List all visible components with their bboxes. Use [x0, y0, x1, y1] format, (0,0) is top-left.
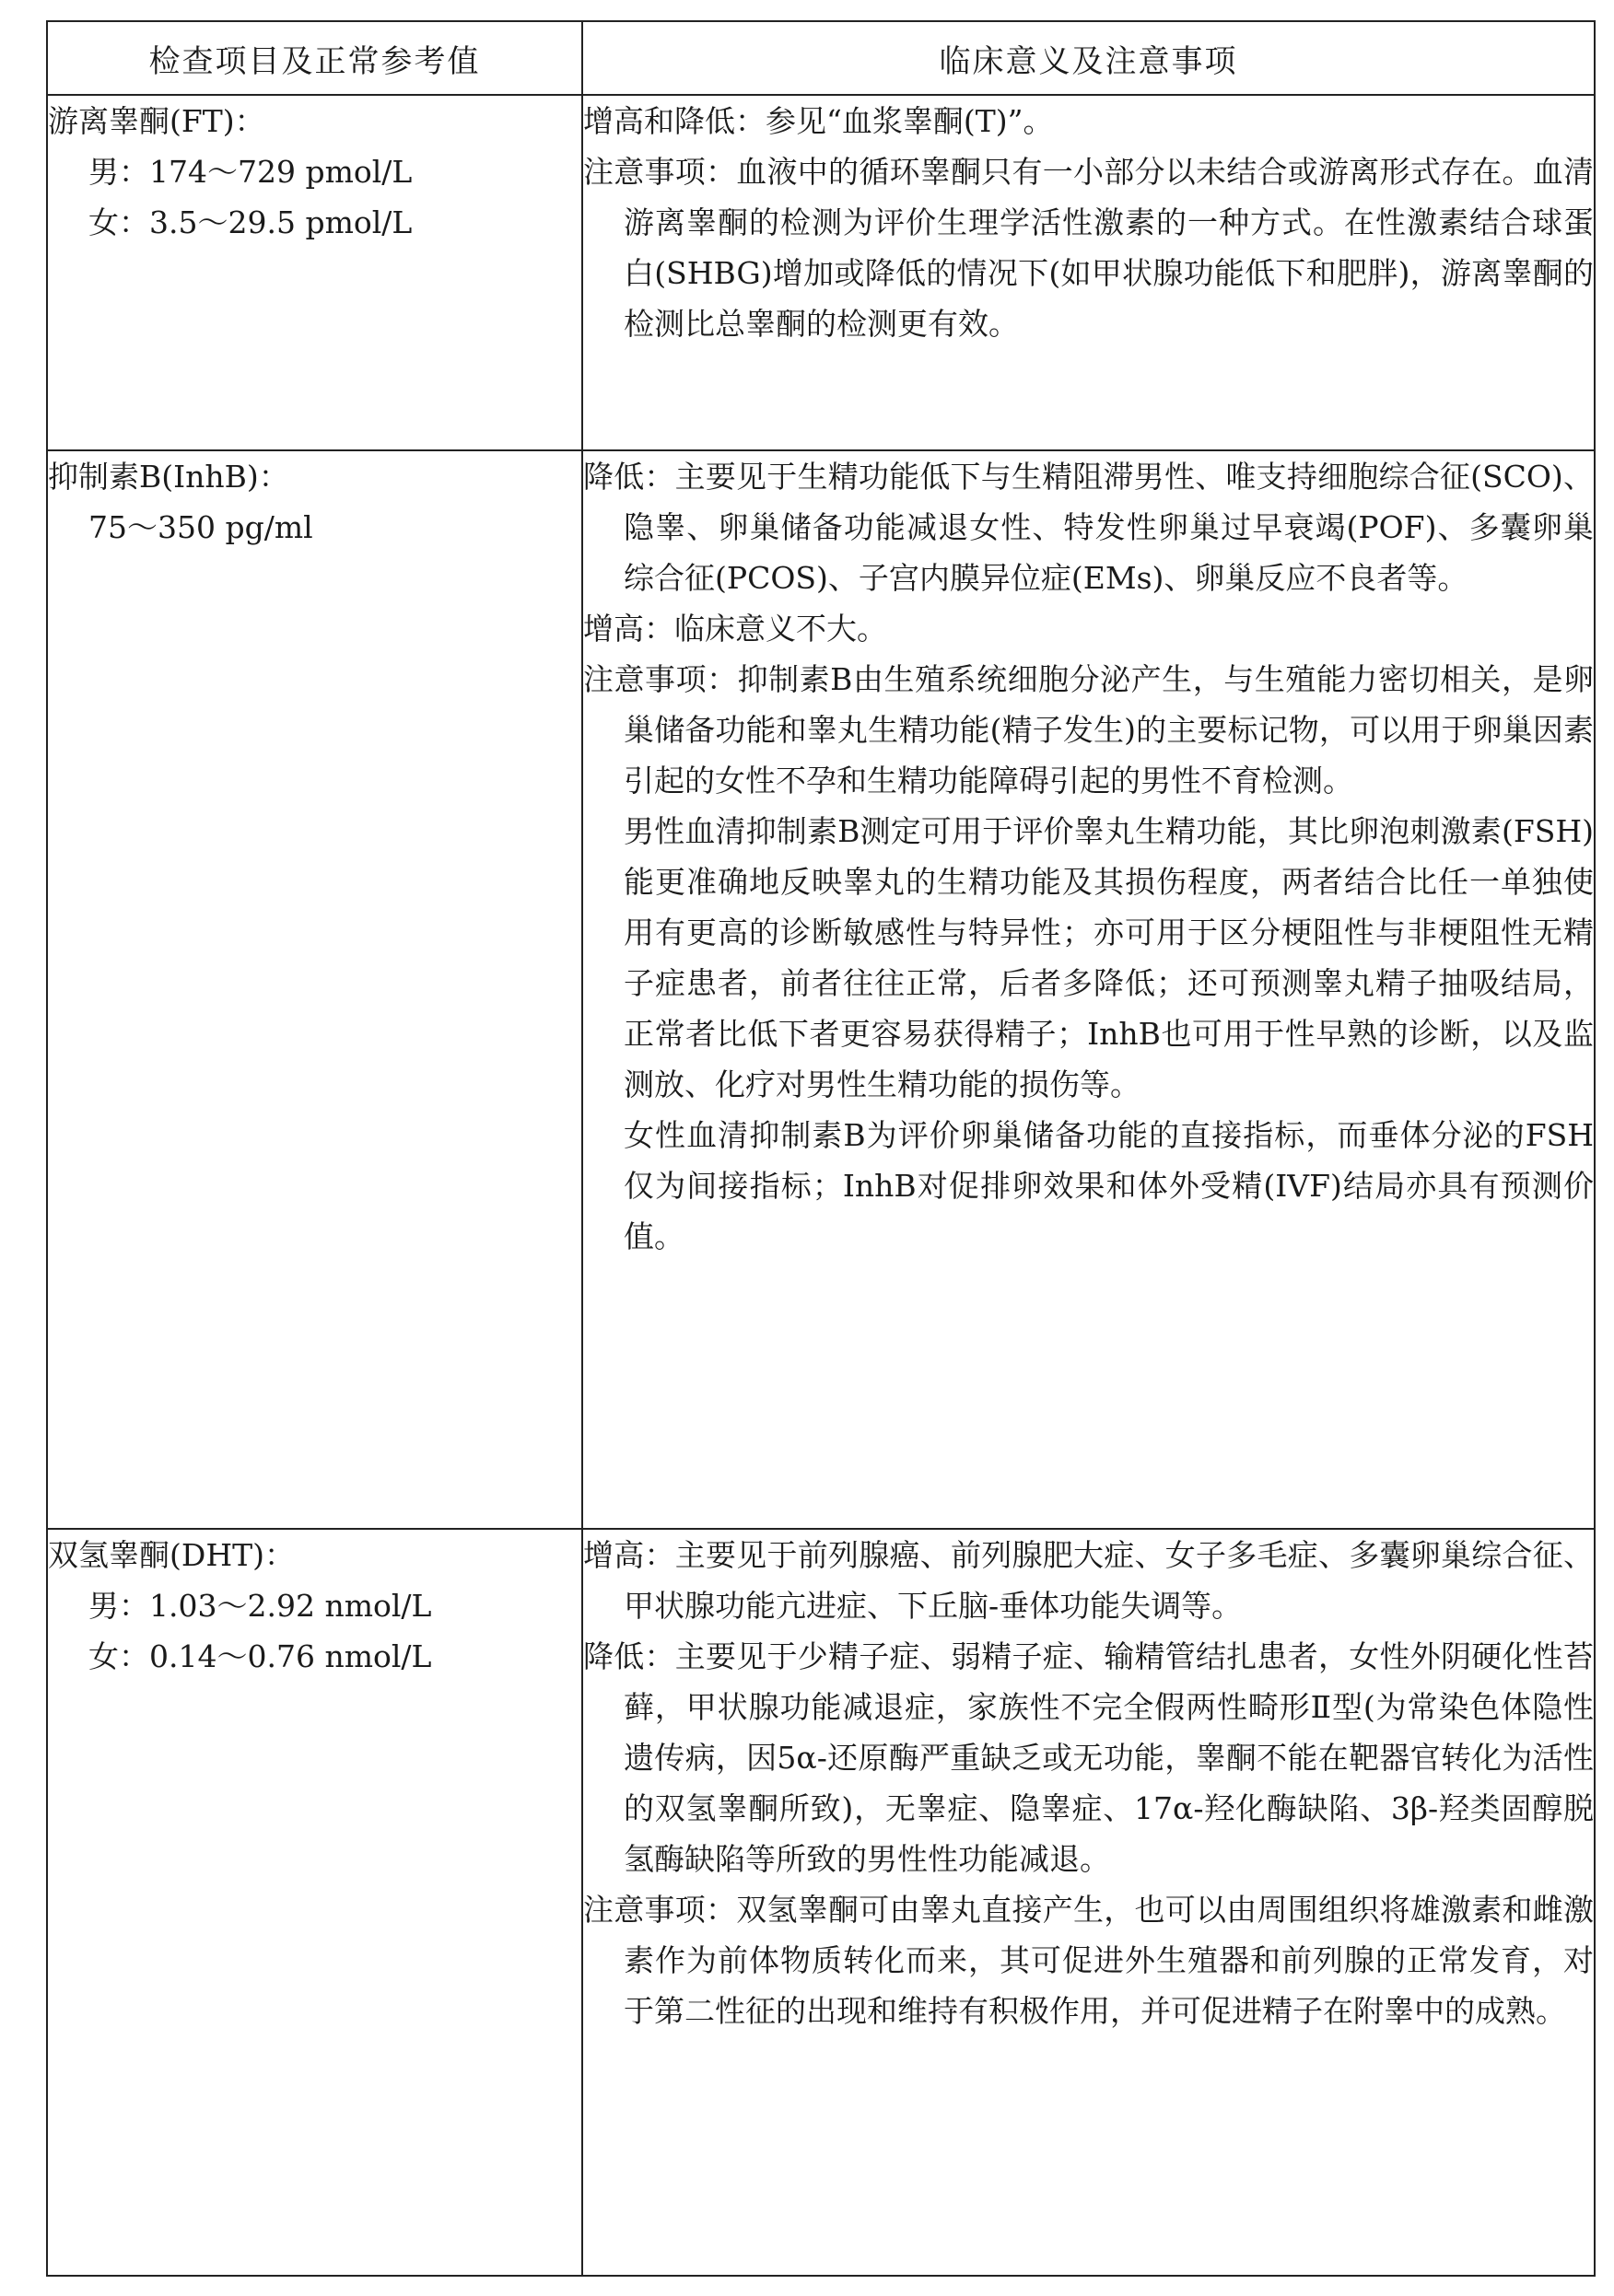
table-header-row — [47, 21, 1595, 95]
table-row-inhb — [47, 450, 1595, 1529]
reference-value: 男：1.03～2.92 nmol/L — [88, 1588, 432, 1624]
document-page — [46, 20, 1594, 2277]
clinical-paragraph: 男性血清抑制素B测定可用于评价睾丸生精功能，其比卵泡刺激素(FSH)能更准确地反映睾丸的生精功能及其损伤程度，两者结合比任一单独使用有更高的诊断敏感性与特异性；亦可用于区分梗阻性与非梗阻性无精子症患者，前者往往正常，后者多降低；还可预测睾丸精子抽吸结局，正常者比低下者更容易获得精子；InhB也可用于性早熟的诊断，以及监测放、化疗对男性生精功能的损伤等。 — [624, 813, 1594, 1102]
clinical-paragraph: 降低：主要见于少精子症、弱精子症、输精管结扎患者，女性外阴硬化性苔藓，甲状腺功能减退症，家族性不完全假两性畸形Ⅱ型(为常染色体隐性遗传病，因5α-还原酶严重缺乏或无功能，睾酮不能在靶器官转化为活性的双氢睾酮所致)，无睾症、隐睾症、17α-羟化酶缺陷、3β-羟类固醇脱氢酶缺陷等所致的男性性功能减退。 — [583, 1638, 1594, 1877]
test-item-cell — [47, 1529, 582, 2276]
reference-value: 男：174～729 pmol/L — [88, 154, 413, 190]
table-row-ft — [47, 95, 1595, 450]
reference-value: 75～350 pg/ml — [88, 509, 313, 545]
table-row-dht — [47, 1529, 1595, 2276]
clinical-paragraph: 注意事项：双氢睾酮可由睾丸直接产生，也可以由周围组织将雄激素和雌激素作为前体物质转化而来，其可促进外生殖器和前列腺的正常发育，对于第二性征的出现和维持有积极作用，并可促进精子在附睾中的成熟。 — [583, 1892, 1594, 2029]
clinical-paragraph: 增高：主要见于前列腺癌、前列腺肥大症、女子多毛症、多囊卵巢综合征、甲状腺功能亢进症、下丘脑-垂体功能失调等。 — [583, 1537, 1594, 1624]
clinical-paragraph: 注意事项：血液中的循环睾酮只有一小部分以未结合或游离形式存在。血清游离睾酮的检测为评价生理学活性激素的一种方式。在性激素结合球蛋白(SHBG)增加或降低的情况下(如甲状腺功能低下和肥胖)，游离睾酮的检测比总睾酮的检测更有效。 — [583, 154, 1594, 342]
clinical-paragraph: 注意事项：抑制素B由生殖系统细胞分泌产生，与生殖能力密切相关，是卵巢储备功能和睾丸生精功能(精子发生)的主要标记物，可以用于卵巢因素引起的女性不孕和生精功能障碍引起的男性不育检测。 — [583, 661, 1594, 798]
clinical-notes-cell — [582, 450, 1595, 1529]
test-item-cell — [47, 95, 582, 450]
test-item-name: 双氢睾酮(DHT)： — [48, 1537, 295, 1573]
test-item-name: 游离睾酮(FT)： — [48, 103, 265, 139]
clinical-notes-cell — [582, 95, 1595, 450]
clinical-paragraph: 增高：临床意义不大。 — [583, 611, 887, 647]
reference-table — [46, 20, 1596, 2277]
clinical-paragraph: 降低：主要见于生精功能低下与生精阻滞男性、唯支持细胞综合征(SCO)、隐睾、卵巢储备功能减退女性、特发性卵巢过早衰竭(POF)、多囊卵巢综合征(PCOS)、子宫内膜异位症(EMs)、卵巢反应不良者等。 — [583, 459, 1594, 596]
reference-value: 女：3.5～29.5 pmol/L — [88, 204, 413, 240]
clinical-paragraph: 增高和降低：参见“血浆睾酮(T)”。 — [583, 103, 1054, 139]
test-item-cell — [47, 450, 582, 1529]
reference-value: 女：0.14～0.76 nmol/L — [88, 1638, 432, 1674]
clinical-paragraph: 女性血清抑制素B为评价卵巢储备功能的直接指标，而垂体分泌的FSH仅为间接指标；InhB对促排卵效果和体外受精(IVF)结局亦具有预测价值。 — [624, 1117, 1594, 1254]
clinical-notes-cell — [582, 1529, 1595, 2276]
header-clinical-significance: 临床意义及注意事项 — [582, 21, 1595, 95]
header-test-items: 检查项目及正常参考值 — [47, 21, 582, 95]
test-item-name: 抑制素B(InhB)： — [48, 459, 289, 495]
